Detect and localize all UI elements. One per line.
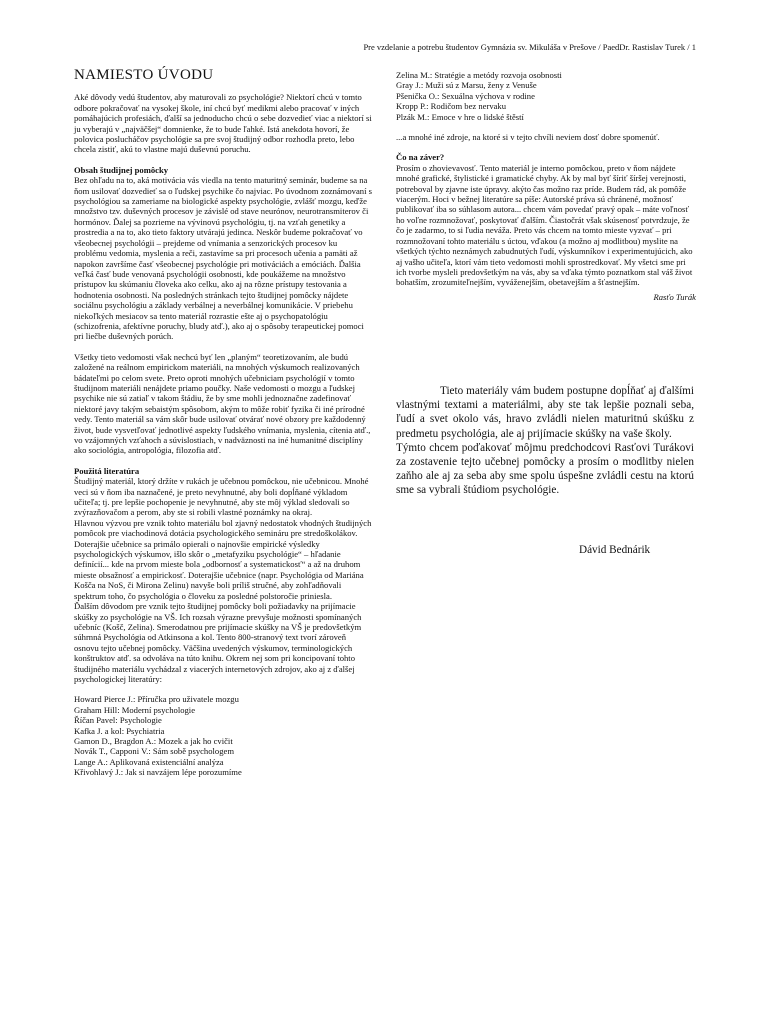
list-item: Zelina M.: Stratégie a metódy rozvoja osobnosti bbox=[396, 70, 562, 80]
more-sources-note: ...a mnohé iné zdroje, na ktoré si v tejto chvíli neviem dosť dobre spomenúť. bbox=[396, 132, 660, 143]
list-item: Novák T., Capponi V.: Sám sobě psychologem bbox=[74, 746, 235, 757]
section-title-content: Obsah študijnej pomôcky bbox=[74, 164, 169, 175]
list-item: Kropp P.: Rodičom bez nervaku bbox=[396, 101, 507, 112]
intro-paragraph: Aké dôvody vedú študentov, aby maturovali zo psychológie? Niektorí chcú v tomto odbore pokračovať na vysokej škole, iní chcú byť medikmi alebo pracovať v iných pomáhajúcich profesiách, ďalší sa jednoducho chcú o sebe dozvedieť viac a niektorí si ju vyberajú v „najväčšej“ domnienke, že to bude ľahké. Istá anekdota hovorí, že polovica poslucháčov psychológie sa pre svoj študijný odbor rozhodla preto, lebo chcela zistiť, akú to vlastne majú duševnú poruchu. bbox=[74, 92, 372, 155]
closing-note bbox=[396, 384, 694, 498]
section-title-literature: Použitá literatúra bbox=[74, 465, 140, 476]
list-item: Kafka J. a kol: Psychiatria bbox=[74, 725, 165, 736]
list-item: Lange A.: Aplikovaná existenciální analýza bbox=[74, 756, 224, 767]
content-paragraph-1: Bez ohľadu na to, aká motivácia vás viedla na tento maturitný seminár, budeme sa na ňom usilovať dozvedieť sa o ľudskej psychike čo najviac. Po úvodnom zoznámovaní s psychológiou sa zameriame na biologické aspekty psychológie, zvlášť mozgu, keďže množstvo tzv. duševných procesov je závislé od stave neurónov, neurotransmiterov či hormónov. Ďalej sa pozrieme na vývinovú psychológiu, tj. na vzťah genetiky a prostredia a na to, ako tieto faktory utvárajú jedinca. Neskôr budeme pokračovať vo všeobecnej psychológii – prejdeme od vnímania a senzorických procesov ku problému vedomia, myslenia a reči, zastavíme sa pri procesoch učenia a pamäti až napokon završíme časť všeobecnej psychológie pri motiváciách a emóciách. Ďalšia veľká časť bude venovaná psychológii osobnosti, kde poukážeme na množstvo prístupov ku skúmaniu človeka ako celku, ako aj na rôzne prístupy testovania a hodnotenia osobnosti. Na posledných stránkach tejto študijnej pomôcky nájdete sociálnu psychológiu a základy verbálnej a neverbálnej komunikácie. V priebehu niekoľkých mesiacov sa tento materiál rozrastie ešte aj o psychopatológiu (schizofrenia, afektívne poruchy, bludy atď.), ako aj o spôsoby terapeutickej pomoci pri liečbe duševných porúch. bbox=[74, 175, 372, 342]
closing-paragraph-1: Tieto materiály vám budem postupne dopĺňať aj ďalšími vlastnými textami a materiálmi, aby ste tak lepšie poznali seba, ľudí a svet okolo vás, hravo zvládli nielen maturitnú skúšku z predmetu psychológia, ale aj prijímacie skúšky na vaše školy. bbox=[396, 385, 694, 440]
content-paragraph-2: Všetky tieto vedomosti však nechcú byť len „planým“ teoretizovaním, ale budú založené na reálnom empirickom materiáli, na mnohých výskumoch realizovaných bádateľmi po celom svete. Preto oproti mnohých učebniciam psychológií v tomto študijnom materiáli nenájdete priamo poučky. Naše vedomosti o mozgu a ľudskej psychike nie sú zatiaľ v takom štádiu, že by sme mohli jednoznačne zadefinovať niektoré javy takým sebaistým spôsobom, akým to môže robiť fyzika či iné prírodné vedy. Tento materiál sa vám skôr bude usilovať otvárať nové obzory pre každodenný život, bude vysvetľovať jednotlivé aspekty ľudského vnímania, myslenia, cítenia atď., vo vzájomných vzťahoch a súvislostiach, v nadväznosti na iné humanitné disciplíny ako sociológia, antropológia, filozofia atď. bbox=[74, 351, 371, 456]
right-column bbox=[396, 70, 696, 302]
page-header: Pre vzdelanie a potrebu študentov Gymnázia sv. Mikuláša v Prešove / PaedDr. Rastislav Turek / 1 bbox=[363, 42, 696, 52]
left-column bbox=[74, 67, 372, 778]
list-item: Pšenička O.: Sexuálna výchova v rodine bbox=[396, 90, 535, 101]
literature-paragraph-3: Ďalším dôvodom pre vznik tejto študijnej pomôcky boli požiadavky na prijímacie skúšky zo psychológie na VŠ. Ich rozsah výrazne prevyšuje možnosti spomínaných učebníc (Košč, Zelina). Smerodatnou pre prijímacie skúšky na VŠ je predovšetkým súhrnná Psychológia od Atkinsona a kol. Tento 800-stranový text tvorí zároveň osnovu tejto učebnej pomôcky. Väčšina uvedených výskumov, terminologických konštruktov atď. sa odvoláva na túto knihu. Okrem nej som pri koncipovaní tohto študijného materiálu vychádzal z viacerých internetových zdrojov, ako aj z ďalšej psychologickej literatúry: bbox=[74, 601, 362, 684]
closing-paragraph-2: Týmto chcem poďakovať môjmu predchodcovi Rasťovi Turákovi za zostavenie tejto učebnej pomôcky a prosím o modlitby nielen zaňho ale aj za seba aby sme spolu úspešne zvládli cestu na ktorú sme sa vybrali štúdiom psychológie. bbox=[396, 441, 694, 497]
list-item: Howard Pierce J.: Příručka pro uživatele mozgu bbox=[74, 694, 239, 705]
literature-paragraph-2: Hlavnou výzvou pre vznik tohto materiálu bol zjavný nedostatok vhodných študijných pomôcok pre viachodinová dotácia psychologického semináru pre stredoškolákov. Doterajšie učebnice sa primálo opierali o najnovšie empirické výsledky psychologických výskumov, išlo skôr o „metafyziku psychológie“ – hľadanie definícií... kde na prvom mieste bola „odbornosť a systematickosť“ a až na druhom mieste obsažnosť a empirickosť. Doterajšie učebnice (napr. Psychológia od Mariána Košča na NoS, či Mirona Zelinu) navyše boli príliš stručné, aby zohľadňovali spektrum toho, čo psychológia o človeku za posledné polstoročie priniesla. bbox=[74, 517, 372, 601]
list-item: Plzák M.: Emoce v hre o lidské štěstí bbox=[396, 111, 524, 122]
list-item: Říčan Pavel: Psychologie bbox=[74, 715, 162, 726]
list-item: Gray J.: Muži sú z Marsu, ženy z Venuše bbox=[396, 80, 537, 91]
signature-bednarik: Dávid Bednárik bbox=[579, 544, 651, 556]
list-item: Křivohlavý J.: Jak si navzájem lépe porozumíme bbox=[74, 767, 242, 778]
literature-paragraph-1: Študijný materiál, ktorý držíte v rukách je učebnou pomôckou, nie učebnicou. Mnohé veci sú v ňom iba naznačené, je preto nevyhnutné, aby boli dopĺňané výkladom učiteľa; tj. pre lepšie pochopenie je nevyhnutné, aby ste môj výklad sledovali so zvýrazňovačom a perom, aby ste si robili vlastné poznámky na okraj. bbox=[74, 476, 369, 518]
list-item: Graham Hill: Moderní psychologie bbox=[74, 704, 196, 715]
book-list-right bbox=[396, 70, 696, 122]
section-title-conclusion: Čo na záver? bbox=[396, 152, 445, 163]
signature-turak: Rasťo Turák bbox=[653, 291, 696, 302]
page-title: NAMIESTO ÚVODU bbox=[74, 67, 214, 83]
list-item: Gamon D., Bragdon A.: Mozek a jak ho cvičit bbox=[74, 735, 233, 746]
conclusion-paragraph: Prosím o zhovievavosť. Tento materiál je interno pomôckou, preto v ňom nájdete mnohé grafické, štylistické i gramatické chyby. Ak by mal byť šíriť šíršej verejnosti, potreboval by zjavne iste úpravy. akýto čas možno raz príde. Budem rád, ak pomôže viacerým. Hoci v bežnej literatúre sa píše: Autorské práva sú chránené, možnosť publikovať iba so súhlasom autora... chcem vám povedať pravý opak – máte voľnosť ho voľne rozmnožovať, poskytovať ďalším. Čiastočrát však skúsenosť potvrdzuje, že čo je zadarmo, to si ľudia neváža. Preto vás chcem na tomto mieste vyzvať – pri rozmnožovaní tohto materiálu s úctou, vďakou (a možno aj modlitbou) myslite na všetkých týchto neznámych zabudnutých ľudí, výskumníkov i experimentujúcich, ako aj vašho učiteľa, ktorí vám tieto vedomosti mohli sprostredkovať. My všetci sme pri ich tvorbe mysleli predovšetkým na vás, aby sa vďaka týmto poznatkom stal váš život bohatším, zrozumiteľnejším, vyváženejším, obetavejším a šťastnejším. bbox=[396, 162, 693, 288]
book-list-left bbox=[74, 694, 372, 777]
